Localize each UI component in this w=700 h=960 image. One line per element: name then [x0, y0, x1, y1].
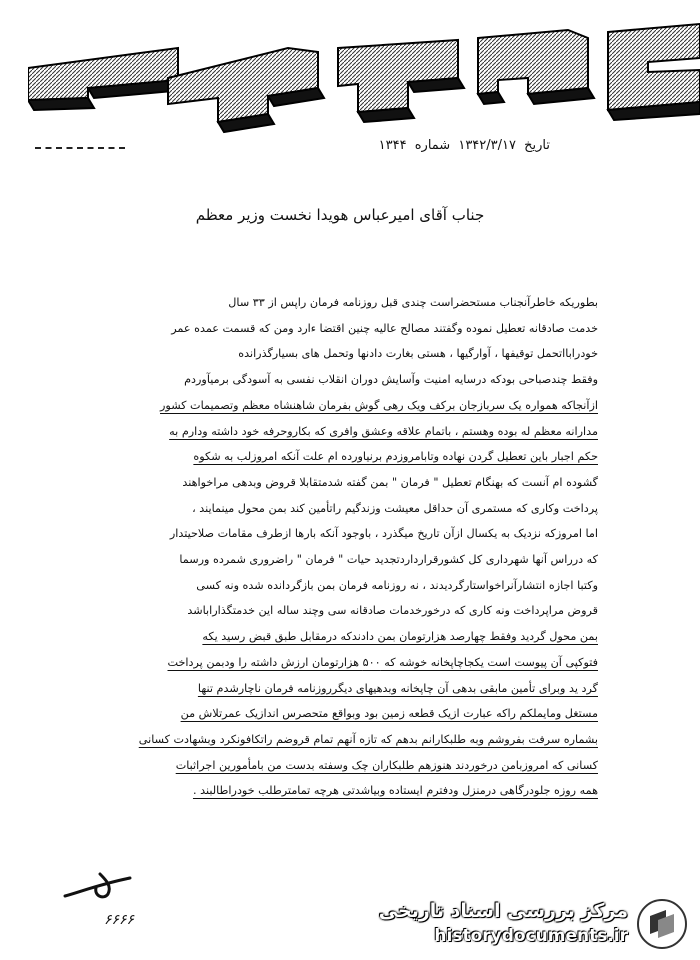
newspaper-masthead-logo: [28, 18, 700, 136]
number-label: شماره: [414, 138, 451, 153]
body-line: وفقط چندصباحی بودکه درسایه امنیت وآسایش دوران انقلاب نفسی به آسودگی برمیآوردم: [184, 373, 598, 387]
archive-logo-icon: [636, 898, 688, 950]
body-line: بطوریکه خاطرآنجناب مستحضراست چندی قبل روزنامه فرمان راپس از ۳۳ سال: [228, 296, 598, 309]
watermark-url: historydocuments.ir: [434, 926, 628, 946]
body-line: وکتبا اجازه انتشارآنراخواستارگردیدند ، نه روزنامه فرمان بمن بازگردانده شده ونه کسی: [196, 578, 598, 592]
number-value: ۱۳۴۴: [378, 138, 407, 153]
letter-salutation: جناب آقای امیرعباس هویدا نخست وزیر معظم: [195, 206, 485, 224]
body-line: حکم اجبار باین تعطیل گردن نهاده وتابامروزدم برنیاورده ام علت آنکه امروزلب به شکوه: [193, 450, 598, 464]
issue-date-number-line: [375, 138, 550, 153]
handwritten-margin-mark: [60, 866, 150, 906]
body-line: بمن محول گردید وفقط چهارصد هزارتومان بمن دادندکه درمقابل طبق قبض رسید یکه: [202, 630, 598, 644]
date-label: تاریخ: [524, 138, 550, 153]
body-line: فتوکپی آن پیوست است یکجاچاپخانه خوشه که ۵۰۰ هزارتومان ارزش داشته را ودبمن پرداخت: [167, 655, 598, 669]
body-line: خودرابااتحمل توقیفها ، آوارگیها ، هستی بغارت دادنها وتحمل های بسیارگذرانده: [238, 347, 598, 361]
body-line: مستغل ومایملکم راکه عبارت ازیک قطعه زمین بود وبواقع متحصرس اندازیک عمرتلاش من: [180, 707, 598, 721]
body-line: خدمت صادقانه تعطیل نموده وگفتند مصالح عالیه چنین اقتضا ءارد ومن که قسمت عمده عمر: [171, 321, 598, 335]
body-line: گشوده ام آنست که بهنگام تعطیل " فرمان " بمن گفته شدمتقابلا قروض وبدهی مراخواهند: [182, 475, 598, 489]
date-value: ۱۳۴۲/۳/۱۷: [458, 138, 516, 153]
archive-watermark: [378, 898, 688, 950]
body-line: قروض مراپرداخت ونه کاری که درخورخدمات صادقانه سی وچند ساله این خدمتگذاراباشد: [187, 604, 598, 618]
watermark-title: مرکز بررسی اسناد تاریخی: [378, 900, 628, 922]
masthead-logo-graphic: [28, 18, 700, 136]
body-line: همه روزه جلودرگاهی درمنزل ودفترم ایستاده وبیاشدتی هرچه تمامترطلب خودراطالبند .: [192, 784, 598, 798]
body-line: مدارانه معظم له بوده وهستم ، باتمام علاقه وعشق وافری که بکاروحرفه خود داشته ودارم به: [169, 424, 598, 438]
body-line: بشماره سرفت بفروشم وبه طلبکارانم بدهم که تازه آنهم تمام قروضم راتکافونکرد وبشهادت کسانی: [138, 732, 598, 746]
body-line: ازآنجاکه همواره یک سربازجان برکف ویک رهی گوش بفرمان شاهنشاه معظم وتصمیمات کشور: [160, 398, 598, 412]
body-line: کسانی که امروزبامن درخوردند هنوزهم طلبکاران چک وسفته بدست من بامأمورین اجراثبات: [175, 758, 598, 772]
body-line: که درراس آنها شهرداری کل کشورقرارداردتجدید حیات " فرمان " راضروری شمرده ورسما: [179, 553, 598, 567]
issue-dotted-rule: [35, 147, 125, 149]
body-line: گرد ید وبرای تأمین مابقی بدهی آن چاپخانه وبدهیهای دیگرروزنامه فرمان ناچارشدم تنها: [197, 681, 598, 695]
handwritten-page-number: ۶۶۶۶: [104, 912, 135, 928]
body-line: اما امروزکه نزدیک به یکسال ازآن تاریخ میگذرد ، باوجود آنکه بارها ازطرف مقامات صلاحیتدار: [169, 527, 598, 541]
letter-body: [118, 290, 598, 804]
body-line: پرداخت وکاری که مستمری آن حداقل معیشت وزندگیم راتأمین کند بمن محول مینمایند ،: [192, 501, 598, 515]
